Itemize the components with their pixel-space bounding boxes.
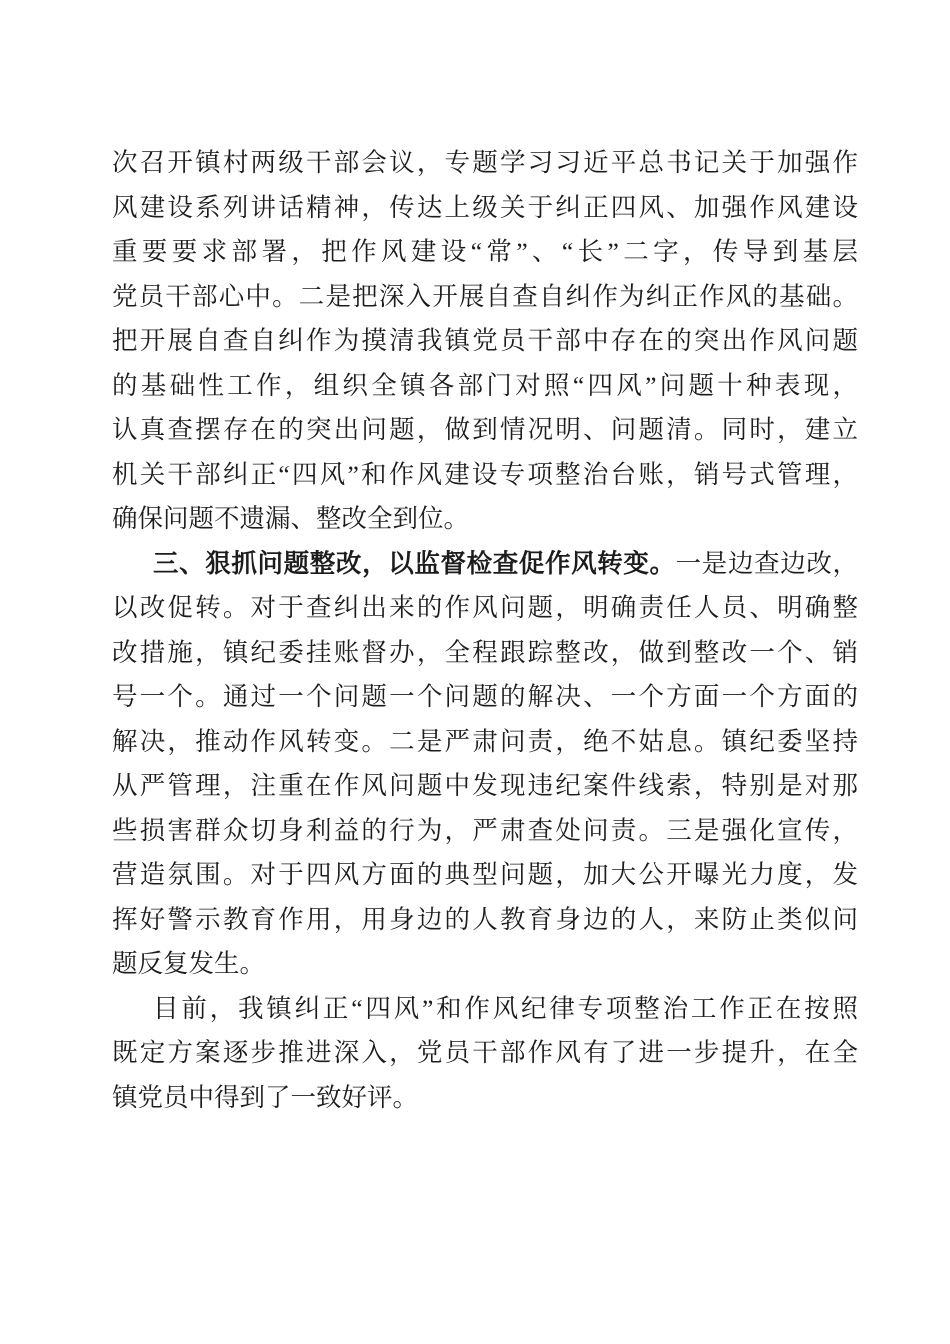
- text-line: [112, 720, 858, 765]
- text-line: [112, 764, 858, 809]
- text-line: [112, 319, 858, 364]
- text-line: [112, 141, 858, 186]
- text-run: 题反复发生。: [112, 949, 266, 978]
- text-line: [112, 898, 858, 943]
- text-line: [112, 1031, 858, 1076]
- text-line: [112, 853, 858, 898]
- text-run: 一是边查边改，: [675, 548, 858, 578]
- text-line: [112, 631, 858, 676]
- text-line: [112, 364, 858, 409]
- text-run: 号一个。通过一个问题一个问题的解决、一个方面一个方面的: [112, 682, 858, 711]
- text-line: [112, 942, 858, 987]
- text-line: [112, 275, 858, 320]
- text-run: 既定方案逐步推进深入，党员干部作风有了进一步提升，在全: [112, 1038, 858, 1067]
- text-run: 的基础性工作，组织全镇各部门对照“四风”问题十种表现，: [112, 370, 858, 400]
- text-run: 把开展自查自纠作为摸清我镇党员干部中存在的突出作风问题: [112, 326, 858, 355]
- text-run: 从严管理，注重在作风问题中发现违纪案件线索，特别是对那: [112, 771, 858, 800]
- text-run: 些损害群众切身利益的行为，严肃查处问责。三是强化宣传，: [112, 815, 858, 845]
- section-heading-run: 三、狠抓问题整改，以监督检查促作风转变。: [153, 549, 676, 578]
- text-line: [112, 408, 858, 453]
- text-run: 重要要求部署，把作风建设“常”、“长”二字，传导到基层: [112, 237, 858, 266]
- text-line: [112, 230, 858, 275]
- text-line: [112, 497, 858, 542]
- text-run: 机关干部纠正“四风”和作风建设专项整治台账，销号式管理，: [112, 459, 858, 489]
- text-run: 营造氛围。对于四风方面的典型问题，加大公开曝光力度，发: [112, 860, 858, 889]
- text-line: [112, 675, 858, 720]
- text-run: 风建设系列讲话精神，传达上级关于纠正四风、加强作风建设: [112, 192, 858, 222]
- text-run: 党员干部心中。二是把深入开展自查自纠作为纠正作风的基础。: [112, 281, 858, 311]
- text-run: 改措施，镇纪委挂账督办，全程跟踪整改，做到整改一个、销: [112, 637, 858, 667]
- text-run: 目前，我镇纠正“四风”和作风纪律专项整治工作正在按照: [153, 993, 858, 1023]
- text-line: [112, 453, 858, 498]
- text-line: [112, 809, 858, 854]
- text-run: 挥好警示教育作用，用身边的人教育身边的人，来防止类似问: [112, 904, 858, 934]
- text-line: [112, 186, 858, 231]
- document-body: [112, 141, 858, 1120]
- text-run: 镇党员中得到了一致好评。: [112, 1082, 419, 1112]
- text-run: 次召开镇村两级干部会议，专题学习习近平总书记关于加强作: [112, 148, 858, 177]
- text-run: 确保问题不遗漏、整改全到位。: [112, 504, 470, 533]
- text-run: 解决，推动作风转变。二是严肃问责，绝不姑息。镇纪委坚持: [112, 726, 858, 756]
- text-line: [112, 987, 858, 1032]
- text-line: [112, 586, 858, 631]
- text-line: [112, 1076, 858, 1121]
- text-line: [112, 542, 858, 587]
- text-run: 认真查摆存在的突出问题，做到情况明、问题清。同时，建立: [112, 415, 858, 444]
- text-run: 以改促转。对于查纠出来的作风问题，明确责任人员、明确整: [112, 593, 858, 622]
